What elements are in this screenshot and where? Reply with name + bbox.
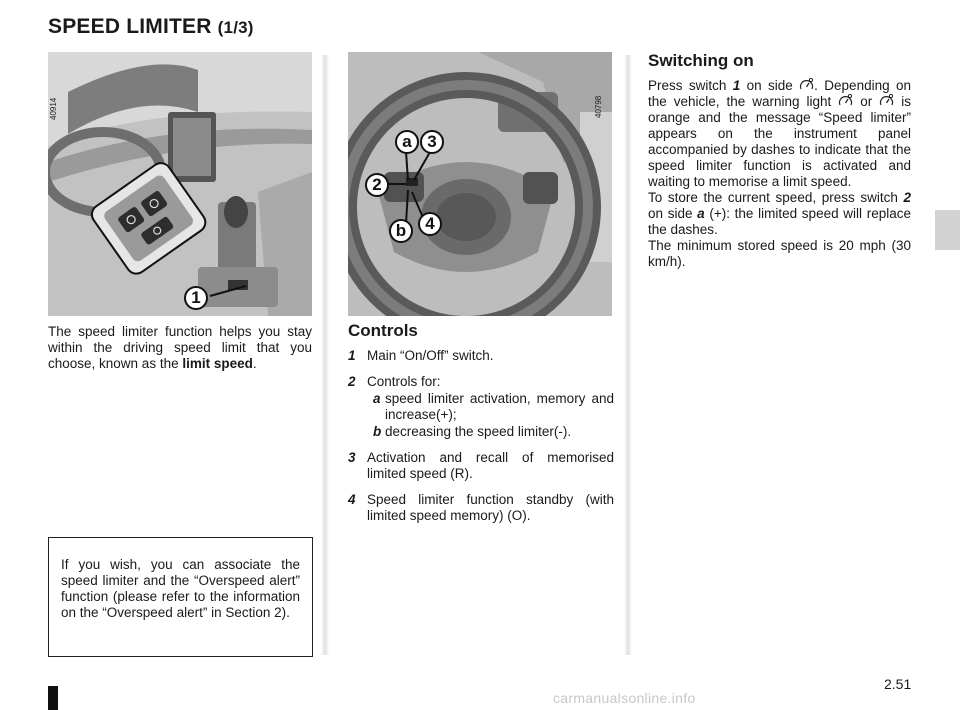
page-title [48,15,254,39]
text-run: . Depending on the vehicle, the warning light [648,78,911,109]
switch-number: 1 [732,78,741,93]
figure-reference-number: 40798 [594,95,603,118]
steering-wheel-illustration [348,52,612,316]
page-edge-marker [48,686,58,710]
item-number: 3 [348,450,356,465]
item-text: Speed limiter function standby (with limited speed memory) (O). [367,492,614,523]
controls-item [348,374,614,440]
text-run: To store the current speed, press switch [648,190,904,205]
speed-limiter-icon [838,94,853,108]
speed-limiter-icon [799,78,814,92]
sub-item [367,391,614,423]
switching-paragraph-2 [648,190,911,238]
controls-list [348,348,614,534]
side-letter: a [697,206,705,221]
note-text: If you wish, you can associate the speed limiter and the “Overspeed alert” function (please refer to the information on the “Overspeed alert” in Section 2). [61,557,300,620]
intro-end: . [252,356,257,371]
callout-b: b [389,219,413,243]
page-part-indicator: (1/3) [217,18,254,37]
text-run: or [853,94,880,109]
intro-bold-term: limit speed [182,356,253,371]
item-number: 1 [348,348,356,363]
item-text: Activation and recall of memorised limited speed (R). [367,450,614,481]
intro-paragraph [48,324,312,372]
note-box [48,537,313,657]
sub-item [367,424,614,440]
page-number: 2.51 [884,676,912,692]
text-run: Press switch [648,78,733,93]
column-divider-left [321,55,329,655]
item-text: Controls for: [367,374,441,389]
item-number: 2 [348,374,356,389]
section-thumb-tab [935,210,960,250]
switch-number: 2 [903,190,911,205]
sub-item-text: speed limiter activation, memory and increase(+); [385,391,614,422]
dashboard-illustration [48,52,312,316]
item-number: 4 [348,492,356,507]
callout-4: 4 [418,212,442,236]
text-run: (+): the limited speed will replace the dashes. [648,206,911,237]
controls-item [348,348,614,364]
callout-2: 2 [365,173,389,197]
switching-paragraph-3: The minimum stored speed is 20 mph (30 km/h). [648,238,911,269]
page-title-text: SPEED LIMITER [48,15,212,38]
sub-item-letter: b [373,424,382,439]
text-run: is orange and the message “Speed limiter” appears on the instrument panel accompanied by dashes to indicate that the speed limiter function is activated and waiting to memorise a limit speed. [648,94,911,189]
controls-item [348,492,614,524]
callout-a: a [395,130,419,154]
callout-3: 3 [420,130,444,154]
column-divider-right [624,55,632,655]
switching-paragraph-1 [648,78,911,190]
callout-1: 1 [184,286,208,310]
figure-reference-number: 40914 [49,97,58,120]
text-run: on side [740,78,800,93]
intro-text: The speed limiter function helps you stay within the driving speed limit that you choose, known as the [48,324,312,371]
controls-item [348,450,614,482]
sub-item-text: decreasing the speed limiter(-). [385,424,572,439]
item-text: Main “On/Off” switch. [367,348,494,363]
speed-limiter-icon [879,94,894,108]
text-run: on side [648,206,698,221]
switching-on-text [648,78,911,270]
controls-heading: Controls [348,321,418,340]
switching-on-heading: Switching on [648,51,754,70]
sub-item-letter: a [373,391,381,406]
watermark-text: carmanualsonline.info [553,690,696,706]
